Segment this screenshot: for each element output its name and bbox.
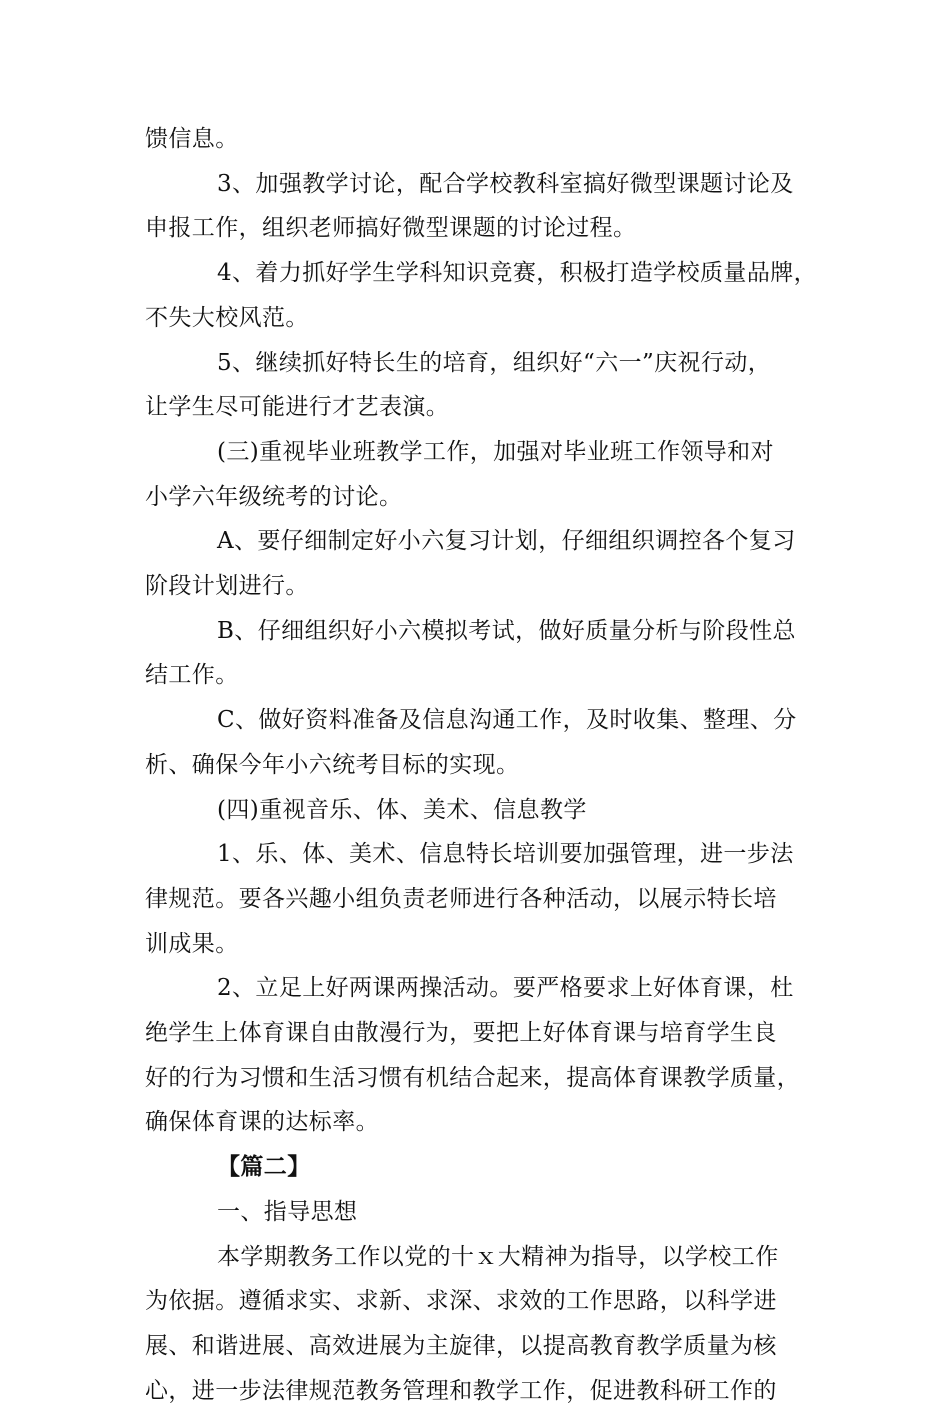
- paragraph: [145, 251, 818, 340]
- section-heading: 【篇二】: [217, 1153, 311, 1181]
- paragraph-line: 确保体育课的达标率。: [145, 1109, 379, 1136]
- paragraph: [145, 609, 815, 698]
- paragraph: [145, 341, 815, 430]
- paragraph-line: 展、和谐进展、高效进展为主旋律，以提高教育教学质量为核: [145, 1332, 777, 1359]
- paragraph-line: 好的行为习惯和生活习惯有机结合起来，提高体育课教学质量，: [145, 1064, 801, 1091]
- paragraph: [145, 966, 815, 1145]
- paragraph-line: 2、立足上好两课两操活动。要严格要求上好体育课，杜: [217, 975, 794, 1002]
- paragraph: [145, 1235, 815, 1413]
- document-body: [145, 117, 818, 1413]
- paragraph-line: 心，进一步法律规范教务管理和教学工作，促进教科研工作的: [145, 1377, 777, 1404]
- paragraph-line: 3、加强教学讨论，配合学校教科室搞好微型课题讨论及: [217, 170, 794, 197]
- paragraph: [145, 698, 815, 787]
- paragraph-line: 5、继续抓好特长生的培育，组织好“六一”庆祝行动，: [217, 349, 772, 376]
- paragraph-line: 绝学生上体育课自由散漫行为，要把上好体育课与培育学生良: [145, 1020, 777, 1047]
- paragraph-line: (三)重视毕业班教学工作，加强对毕业班工作领导和对: [217, 438, 774, 465]
- paragraph-line: 一、指导思想: [217, 1198, 358, 1225]
- paragraph-line: 结工作。: [145, 662, 239, 689]
- paragraph-line: 4、着力抓好学生学科知识竞赛，积极打造学校质量品牌，: [217, 260, 818, 287]
- paragraph: [145, 430, 815, 519]
- paragraph-line: 让学生尽可能进行才艺表演。: [145, 394, 450, 421]
- paragraph-line: C、做好资料准备及信息沟通工作，及时收集、整理、分: [217, 707, 797, 734]
- paragraph-line: B、仔细组织好小六模拟考试，做好质量分析与阶段性总: [217, 617, 796, 644]
- paragraph: [145, 788, 815, 833]
- paragraph: [145, 117, 815, 162]
- paragraph-line: 小学六年级统考的讨论。: [145, 483, 403, 510]
- paragraph-line: 律规范。要各兴趣小组负责老师进行各种活动，以展示特长培: [145, 885, 777, 912]
- paragraph: [145, 519, 815, 608]
- paragraph-line: 馈信息。: [145, 126, 239, 152]
- paragraph: [145, 1190, 815, 1235]
- paragraph-line: 析、确保今年小六统考目标的实现。: [145, 751, 520, 778]
- paragraph-line: A、要仔细制定好小六复习计划，仔细组织调控各个复习: [217, 528, 796, 555]
- paragraph-line: 阶段计划进行。: [145, 573, 309, 600]
- paragraph-line: 申报工作，组织老师搞好微型课题的讨论过程。: [145, 215, 637, 242]
- paragraph-line: 本学期教务工作以党的十ｘ大精神为指导，以学校工作: [217, 1243, 779, 1270]
- paragraph-line: 训成果。: [145, 930, 239, 957]
- paragraph-line: 1、乐、体、美术、信息特长培训要加强管理，进一步法: [217, 841, 794, 868]
- paragraph-line: 不失大校风范。: [145, 304, 309, 331]
- paragraph: [145, 162, 815, 251]
- paragraph: [145, 832, 815, 966]
- paragraph: [145, 1145, 815, 1190]
- paragraph-line: 为依据。遵循求实、求新、求深、求效的工作思路，以科学进: [145, 1288, 777, 1315]
- paragraph-line: (四)重视音乐、体、美术、信息教学: [217, 796, 587, 823]
